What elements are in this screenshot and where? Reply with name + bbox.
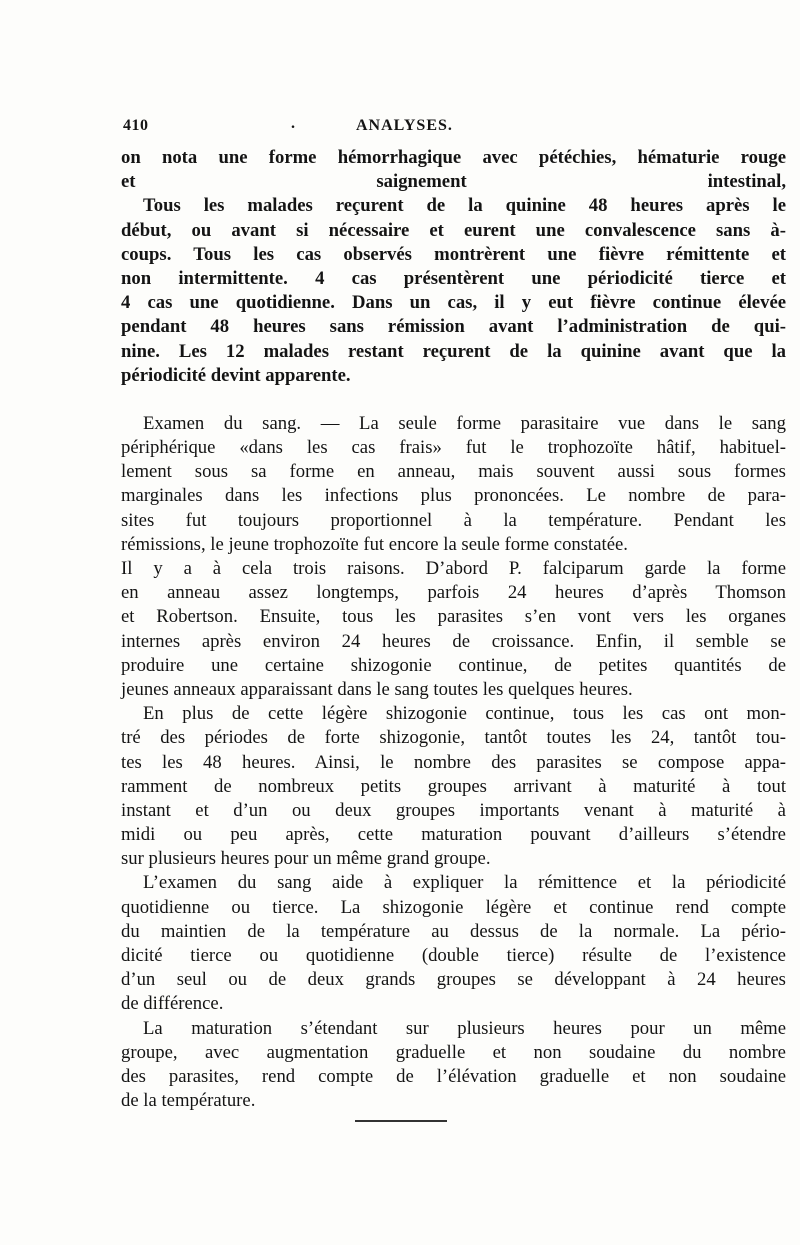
text-line: et Robertson. Ensuite, tous les parasites s’en vont vers les organes: [121, 606, 787, 628]
text-line: marginales dans les infections plus prononcées. Le nombre de para-: [121, 485, 786, 507]
text-line: quotidienne ou tierce. La shizogonie légère et continue rend compte: [121, 896, 786, 918]
text-line: en anneau assez longtemps, parfois 24 heures d’après Thomson: [121, 582, 786, 604]
end-rule: [355, 1120, 447, 1122]
text-line: Il y a à cela trois raisons. D’abord P. falciparum garde la forme: [121, 558, 787, 579]
text-line: du maintien de la température au dessus de la normale. La pério-: [121, 920, 787, 942]
paragraph-gap: [121, 388, 786, 412]
body-text: [121, 146, 786, 1113]
text-line: 4 cas une quotidienne. Dans un cas, il y eut fièvre continue élevée: [121, 292, 787, 314]
text-line: tes les 48 heures. Ainsi, le nombre des parasites se compose appa-: [121, 751, 787, 773]
text-line: midi ou peu après, cette maturation pouvant d’ailleurs s’étendre: [121, 824, 786, 846]
text-line: et saignement intestinal,: [121, 171, 786, 193]
text-line: jeunes anneaux apparaissant dans le sang toutes les quelques heures.: [121, 678, 633, 700]
text-line: rémissions, le jeune trophozoïte fut encore la seule forme constatée.: [121, 533, 628, 555]
text-line: des parasites, rend compte de l’élévation graduelle et non soudaine: [121, 1065, 787, 1087]
page-header: [123, 117, 783, 143]
text-line: périphérique «dans les cas frais» fut le trophozoïte hâtif, habituel-: [121, 437, 787, 459]
text-line: L’examen du sang aide à expliquer la rémittence et la périodicité: [143, 872, 786, 894]
text-line: tré des périodes de forte shizogonie, tantôt toutes les 24, tantôt tou-: [121, 727, 786, 749]
text-line: groupe, avec augmentation graduelle et non soudaine du nombre: [121, 1041, 786, 1063]
text-line: internes après environ 24 heures de croissance. Enfin, il semble se: [121, 630, 786, 652]
text-line: non intermittente. 4 cas présentèrent une périodicité tierce et: [121, 267, 787, 289]
text-line: pendant 48 heures sans rémission avant l’administration de qui-: [121, 316, 787, 338]
header-dot: .: [291, 115, 296, 132]
text-line: nine. Les 12 malades restant reçurent de la quinine avant que la: [121, 340, 787, 362]
text-line: Examen du sang. — La seule forme parasitaire vue dans le sang: [143, 412, 786, 434]
text-line: début, ou avant si nécessaire et eurent une convalescence sans à-: [121, 219, 786, 241]
running-title: ANALYSES.: [356, 117, 453, 134]
text-line: périodicité devint apparente.: [121, 364, 351, 386]
text-line: de différence.: [121, 993, 224, 1015]
text-line: lement sous sa forme en anneau, mais souvent aussi sous formes: [121, 461, 786, 483]
text-line: de la température.: [121, 1090, 256, 1112]
text-line: dicité tierce ou quotidienne (double tierce) résulte de l’existence: [121, 945, 786, 966]
text-line: instant et d’un ou deux groupes importants venant à maturité à: [121, 799, 786, 821]
text-line: on nota une forme hémorrhagique avec pétéchies, hématurie rouge: [121, 147, 787, 168]
text-line: produire une certaine shizogonie continue, de petites quantités de: [121, 654, 787, 676]
text-line: En plus de cette légère shizogonie continue, tous les cas ont mon-: [143, 703, 786, 725]
text-line: sites fut toujours proportionnel à la température. Pendant les: [121, 509, 786, 531]
text-line: Tous les malades reçurent de la quinine 48 heures après le: [143, 195, 786, 217]
text-line: La maturation s’étendant sur plusieurs heures pour un même: [143, 1017, 787, 1039]
page-number: 410: [123, 117, 149, 134]
text-line: d’un seul ou de deux grands groupes se développant à 24 heures: [121, 969, 786, 991]
text-line: sur plusieurs heures pour un même grand groupe.: [121, 848, 491, 870]
text-line: coups. Tous les cas observés montrèrent une fièvre rémittente et: [121, 243, 787, 265]
text-line: ramment de nombreux petits groupes arrivant à maturité à tout: [121, 775, 787, 797]
